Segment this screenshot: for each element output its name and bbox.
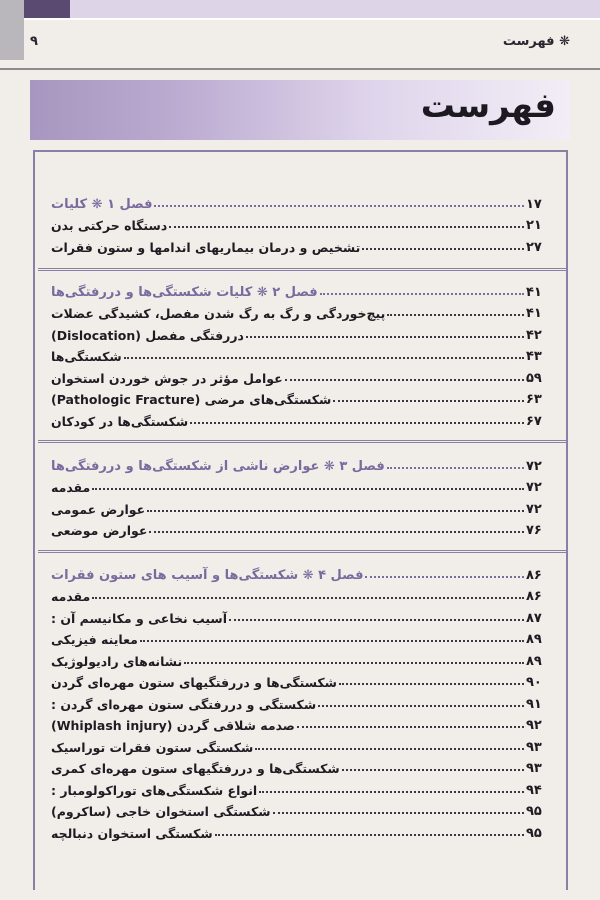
page-ref: ۱۷ bbox=[526, 196, 542, 212]
leader-dots bbox=[154, 205, 524, 207]
entry-text: شکستگی ستون فقرات توراسیک bbox=[51, 739, 254, 755]
page-ref: ۴۲ bbox=[526, 327, 542, 343]
toc-entry[interactable] bbox=[48, 819, 558, 841]
page-ref: ۹۵ bbox=[526, 804, 542, 819]
toc-entry[interactable] bbox=[48, 300, 558, 322]
page-ref: ۷۲ bbox=[526, 480, 542, 495]
leader-dots bbox=[259, 791, 524, 793]
toc-entry[interactable] bbox=[48, 647, 558, 669]
chapter-heading[interactable] bbox=[48, 190, 558, 212]
page-number: ۹ bbox=[30, 33, 38, 49]
leader-dots bbox=[297, 726, 524, 728]
leader-dots bbox=[190, 422, 524, 424]
page-ref: ۹۵ bbox=[526, 825, 542, 841]
entry-text: شکستگی‌ها در کودکان bbox=[51, 413, 189, 429]
entry-text: نشانه‌های رادیولوژیک bbox=[51, 653, 183, 669]
entry-text: آسیب نخاعی و مکانیسم آن : bbox=[51, 610, 227, 626]
leader-dots bbox=[362, 248, 524, 250]
entry-text: شکستگی‌های مرضی (Pathologic Fracture) bbox=[51, 392, 332, 407]
page-ref: ۲۷ bbox=[526, 239, 542, 255]
entry-text: پیچ‌خوردگی و رگ به رگ شدن مفصل، کشیدگی عضلات bbox=[51, 306, 386, 321]
chapter-heading-text: فصل ۴ ❋ شکستگی‌ها و آسیب های ستون فقرات bbox=[51, 567, 364, 583]
chapter-separator bbox=[38, 268, 566, 271]
entry-text: شکستگی و دررفتگی ستون مهره‌ای گردن : bbox=[51, 696, 317, 712]
leader-dots bbox=[215, 834, 524, 836]
leader-dots bbox=[285, 379, 524, 381]
entry-text: دررفتگی مفصل (Dislocation) bbox=[51, 327, 244, 343]
toc-entry[interactable] bbox=[48, 669, 558, 691]
toc-entry[interactable] bbox=[48, 321, 558, 343]
leader-dots bbox=[169, 226, 524, 228]
running-title bbox=[503, 34, 570, 49]
entry-text: دستگاه حرکتی بدن bbox=[51, 218, 168, 233]
chapter-heading-text: فصل ۳ ❋ عوارض ناشی از شکستگی‌ها و دررفتگی‌ها bbox=[51, 458, 385, 474]
toc-entry[interactable] bbox=[48, 517, 558, 539]
leader-dots bbox=[149, 531, 524, 533]
page-ref: ۹۳ bbox=[526, 761, 542, 776]
leader-dots bbox=[387, 467, 524, 469]
page-ref: ۴۱ bbox=[526, 306, 542, 321]
page-ref: ۸۶ bbox=[526, 589, 542, 604]
toc-entry[interactable] bbox=[48, 386, 558, 408]
entry-text: عوامل مؤثر در جوش خوردن استخوان bbox=[51, 370, 283, 386]
page-ref: ۴۳ bbox=[526, 349, 542, 364]
chapter-heading[interactable] bbox=[48, 561, 558, 583]
page-ref: ۵۹ bbox=[526, 370, 542, 386]
entry-text: شکستگی استخوان خاجی (ساکروم) bbox=[51, 804, 271, 819]
entry-text: مقدمه bbox=[51, 589, 91, 604]
leader-dots bbox=[342, 769, 524, 771]
page-ref: ۲۱ bbox=[526, 218, 542, 233]
chapter-4 bbox=[48, 561, 558, 841]
leader-dots bbox=[140, 640, 524, 642]
entry-text: شکستگی‌ها و دررفتگیهای ستون مهره‌ای گردن bbox=[51, 675, 337, 690]
leader-dots bbox=[318, 705, 524, 707]
page-ref: ۶۷ bbox=[526, 413, 542, 429]
entry-text: معاینه فیزیکی bbox=[51, 632, 138, 647]
toc-entry[interactable] bbox=[48, 690, 558, 712]
leader-dots bbox=[124, 357, 524, 359]
page-ref: ۷۶ bbox=[526, 523, 542, 538]
page-ref: ۹۳ bbox=[526, 739, 542, 755]
chapter-1 bbox=[48, 190, 558, 255]
toc-entry[interactable] bbox=[48, 495, 558, 517]
header-band bbox=[70, 0, 600, 18]
toc-entry[interactable] bbox=[48, 755, 558, 777]
leader-dots bbox=[92, 488, 524, 490]
leader-dots bbox=[255, 748, 524, 750]
page-ref: ۹۰ bbox=[526, 675, 542, 690]
chapter-3 bbox=[48, 452, 558, 538]
toc-entry[interactable] bbox=[48, 712, 558, 734]
page-ref: ۴۱ bbox=[526, 284, 542, 300]
page-ref: ۷۲ bbox=[526, 458, 542, 474]
page-ref: ۸۹ bbox=[526, 632, 542, 647]
header-band-line bbox=[24, 18, 600, 20]
header-rule bbox=[0, 68, 600, 70]
entry-text: شکستگی‌ها و دررفتگیهای ستون مهره‌ای کمری bbox=[51, 761, 340, 776]
leader-dots bbox=[387, 314, 524, 316]
toc-entry[interactable] bbox=[48, 474, 558, 496]
toc-entry[interactable] bbox=[48, 798, 558, 820]
chapter-separator bbox=[38, 440, 566, 443]
toc-entry[interactable] bbox=[48, 583, 558, 605]
page-ref: ۹۱ bbox=[526, 696, 542, 712]
chapter-2 bbox=[48, 278, 558, 429]
page-ref: ۷۲ bbox=[526, 501, 542, 517]
toc-entry[interactable] bbox=[48, 407, 558, 429]
toc-entry[interactable] bbox=[48, 776, 558, 798]
chapter-separator bbox=[38, 550, 566, 553]
entry-text: صدمه شلاقی گردن (Whiplash injury) bbox=[51, 718, 295, 733]
entry-text: شکستگی استخوان دنبالچه bbox=[51, 825, 213, 841]
corner-block bbox=[0, 0, 24, 60]
chapter-heading-text: فصل ۲ ❋ کلیات شکستگی‌ها و دررفتگی‌ها bbox=[51, 284, 318, 300]
leader-dots bbox=[273, 812, 524, 814]
page-title: فهرست bbox=[420, 86, 556, 126]
chapter-heading[interactable] bbox=[48, 452, 558, 474]
page-ref: ۶۳ bbox=[526, 392, 542, 407]
leader-dots bbox=[365, 576, 524, 578]
star-icon: ❋ bbox=[559, 33, 570, 49]
leader-dots bbox=[320, 293, 524, 295]
toc-entry[interactable] bbox=[48, 733, 558, 755]
entry-text: تشخیص و درمان بیماریهای اندامها و ستون فقرات bbox=[51, 239, 361, 255]
toc-entry[interactable] bbox=[48, 233, 558, 255]
leader-dots bbox=[92, 597, 524, 599]
page-ref: ۸۹ bbox=[526, 653, 542, 669]
entry-text: شکستگی‌ها bbox=[51, 349, 122, 364]
leader-dots bbox=[339, 683, 524, 685]
leader-dots bbox=[147, 510, 524, 512]
toc-entry[interactable] bbox=[48, 626, 558, 648]
chapter-heading-text: فصل ۱ ❋ کلیات bbox=[51, 196, 153, 212]
page-ref: ۹۲ bbox=[526, 718, 542, 733]
toc-entry[interactable] bbox=[48, 604, 558, 626]
header-tab bbox=[24, 0, 70, 18]
page-ref: ۸۶ bbox=[526, 567, 542, 583]
toc-entry[interactable] bbox=[48, 212, 558, 234]
leader-dots bbox=[184, 662, 524, 664]
running-header bbox=[30, 30, 570, 52]
leader-dots bbox=[333, 400, 524, 402]
page-ref: ۹۴ bbox=[526, 782, 542, 798]
entry-text: عوارض عمومی bbox=[51, 501, 146, 517]
running-title-text: فهرست bbox=[502, 33, 555, 49]
page-ref: ۸۷ bbox=[526, 610, 542, 626]
toc-entry[interactable] bbox=[48, 364, 558, 386]
entry-text: مقدمه bbox=[51, 480, 91, 495]
entry-text: عوارض موضعی bbox=[51, 523, 148, 538]
entry-text: انواع شکستگی‌های توراکولومبار : bbox=[51, 782, 258, 798]
title-bar bbox=[30, 80, 570, 140]
leader-dots bbox=[229, 619, 524, 621]
chapter-heading[interactable] bbox=[48, 278, 558, 300]
leader-dots bbox=[246, 336, 524, 338]
toc-entry[interactable] bbox=[48, 343, 558, 365]
